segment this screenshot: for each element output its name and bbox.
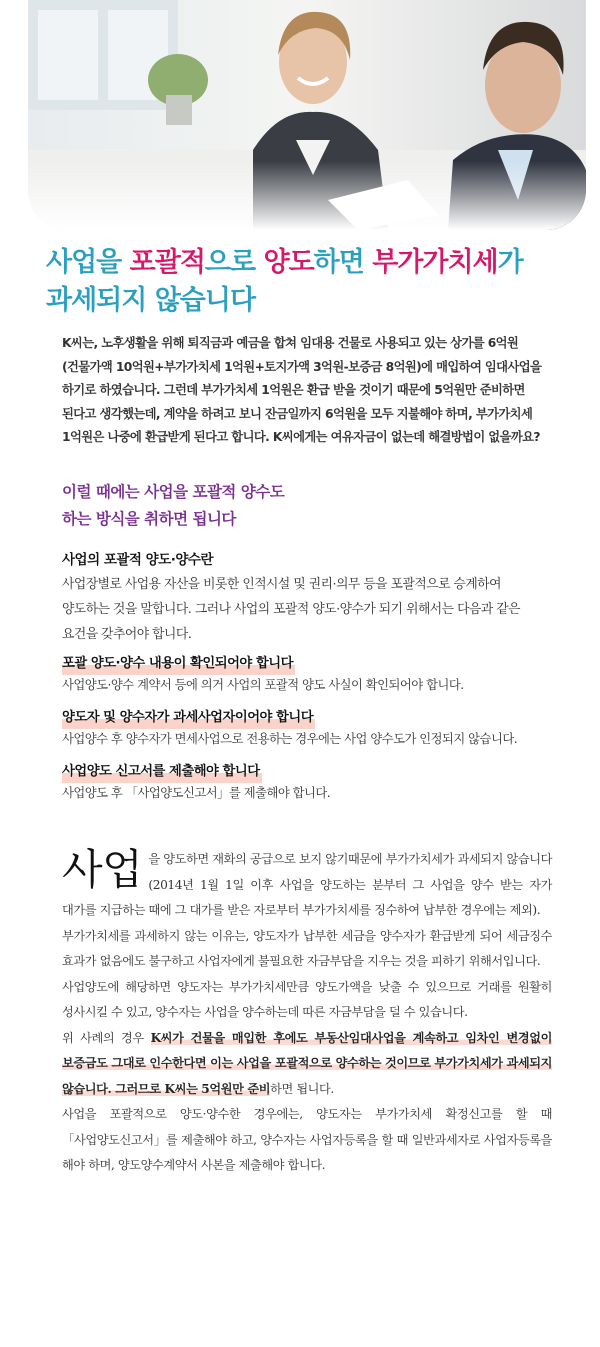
body-paragraph: 사업양도에 해당하면 양도자는 부가가치세만큼 양도가액을 낮출 수 있으므로 거래를 원활히 성사시킬 수 있고, 양수자는 사업을 양수하는데 따른 자금부담을 덜 수 있습니다. — [62, 979, 552, 1019]
sub-heading — [62, 479, 542, 533]
section-description: 사업장별로 사업용 자산을 비롯한 인적시설 및 권리·의무 등을 포괄적으로 승계하여 양도하는 것을 말합니다. 그러나 사업의 포괄적 양도·양수가 되기 위해서는 다음과 같은 요건을 갖추어야 합니다. — [62, 577, 520, 642]
requirement-title: 사업양도 신고서를 제출해야 합니다 — [62, 761, 262, 783]
body-paragraph-emphasis: 위 사례의 경우 K씨가 건물을 매입한 후에도 부동산임대사업을 계속하고 임차인 변경없이 보증금도 그대로 인수한다면 이는 사업을 포괄적으로 양수하는 것이므로 부가가치세가 과세되지 않습니다. 그러므로 K씨는 5억원만 준비하면 됩니다. — [62, 1030, 552, 1096]
body-paragraph: 부가가치세를 과세하지 않는 이유는, 양도자가 납부한 세금을 양수자가 환급받게 되어 세금징수 효과가 없음에도 불구하고 사업자에게 불필요한 자금부담을 지우는 것을 피하기 위해서입니다. — [62, 928, 552, 968]
sub-heading-line-1: 이럴 때에는 사업을 포괄적 양수도 — [62, 483, 285, 501]
requirement-description: 사업양도 후 「사업양도신고서」를 제출해야 합니다. — [62, 786, 331, 800]
headline — [46, 244, 566, 320]
drop-cap: 사업 — [62, 845, 143, 894]
requirement-description: 사업양도·양수 계약서 등에 의거 사업의 포괄적 양도 사실이 확인되어야 합니다. — [62, 678, 464, 692]
article-body — [62, 847, 552, 1179]
requirement-title: 포괄 양도·양수 내용이 확인되어야 합니다 — [62, 653, 295, 675]
intro-paragraph: K씨는, 노후생활을 위해 퇴직금과 예금을 합쳐 임대용 건물로 사용되고 있는 상가를 6억원(건물가액 10억원+부가가치세 1억원+토지가액 3억원-보증금 8억원)에 매입하여 임대사업을 하기로 하였습니다. 그런데 부가가치세 1억원은 환급 받을 것이기 때문에 5억원만 준비하면 된다고 생각했는데, 계약을 하려고 보니 잔금일까지 6억원을 모두 지불해야 하며, 부가가치세 1억원은 나중에 환급받게 된다고 합니다. K씨에게는 여유자금이 없는데 해결방법이 없을까요? — [62, 336, 542, 444]
sub-heading-line-2: 하는 방식을 취하면 됩니다 — [62, 510, 236, 528]
requirement-title: 양도자 및 양수자가 과세사업자이어야 합니다 — [62, 707, 315, 729]
definition-section — [62, 548, 550, 809]
body-paragraph: 사업을 포괄적으로 양도·양수한 경우에는, 양도자는 부가가치세 확정신고를 할 때 「사업양도신고서」를 제출해야 하고, 양수자는 사업자등록을 할 때 일반과세자로 사업자등록을 해야 하며, 양도양수계약서 사본을 제출해야 합니다. — [62, 1107, 552, 1172]
section-title: 사업의 포괄적 양도·양수란 — [62, 552, 213, 568]
requirement-description: 사업양수 후 양수자가 면세사업으로 전용하는 경우에는 사업 양수도가 인정되지 않습니다. — [62, 732, 518, 746]
body-paragraph: 사업 을 양도하면 재화의 공급으로 보지 않기때문에 부가가치세가 과세되지 않습니다(2014년 1월 1일 이후 사업을 양도하는 분부터 그 사업을 양수 받는 자가 대가를 지급하는 때에 그 대가를 받은 자로부터 부가가치세를 징수하여 납부한 경우에는 제외). — [62, 845, 552, 917]
headline-line-1: 사업을 포괄적으로 양도하면 부가가치세가 — [46, 247, 523, 278]
hero-photo — [28, 0, 586, 230]
emphasis-text: K씨가 건물을 매입한 후에도 부동산임대사업을 계속하고 임차인 변경없이 보증금도 그대로 인수한다면 이는 사업을 포괄적으로 양수하는 것이므로 부가가치세가 과세되지 않습니다. 그러므로 K씨는 5억원만 준비 — [62, 1030, 552, 1096]
headline-line-2: 과세되지 않습니다 — [46, 285, 256, 316]
